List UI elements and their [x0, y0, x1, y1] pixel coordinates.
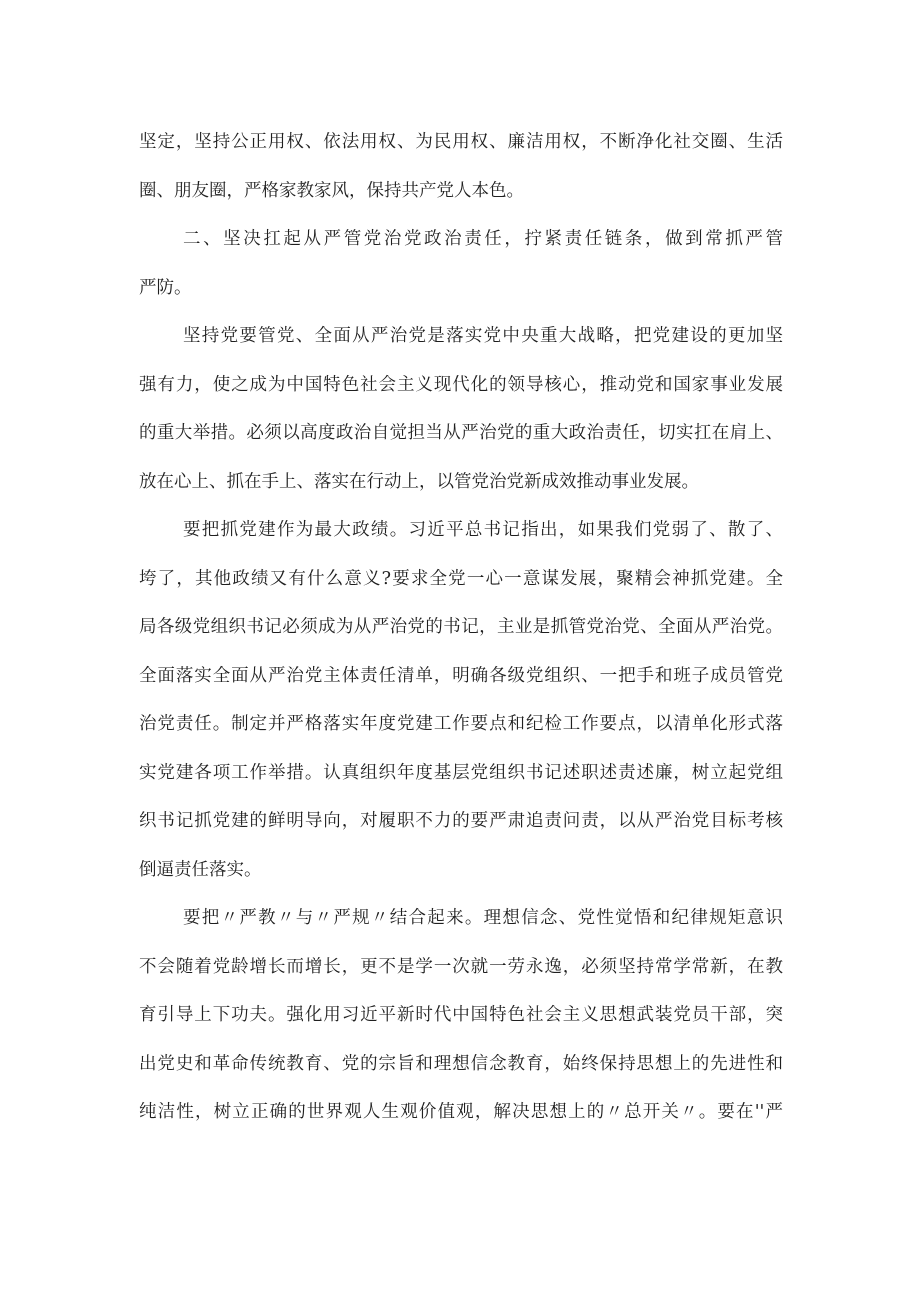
- text-line: 织书记抓党建的鲜明导向，对履职不力的要严肃追责问责，以从严治党目标考核: [139, 811, 783, 831]
- text-line: 局各级党组织书记必须成为从严治党的书记，主业是抓管党治党、全面从严治党。: [139, 617, 783, 637]
- text-line: 坚定，坚持公正用权、依法用权、为民用权、廉洁用权，不断净化社交圈、生活: [139, 132, 783, 152]
- text-line: 要把〃严教〃与〃严规〃结合起来。理想信念、党性觉悟和纪律规矩意识: [183, 908, 783, 928]
- text-line: 的重大举措。必须以高度政治自觉担当从严治党的重大政治责任，切实扛在肩上、: [139, 423, 783, 443]
- text-line: 垮了，其他政绩又有什么意义?要求全党一心一意谋发展，聚精会神抓党建。全: [139, 568, 783, 589]
- text-line: 圈、朋友圈，严格家教家风，保持共产党人本色。: [139, 180, 524, 201]
- text-line: 育引导上下功夫。强化用习近平新时代中国特色社会主义思想武装党员干部，突: [139, 1005, 783, 1025]
- text-line: 出党史和革命传统教育、党的宗旨和理想信念教育，始终保持思想上的先进性和: [139, 1053, 783, 1074]
- text-line: 治党责任。制定并严格落实年度党建工作要点和纪检工作要点，以清单化形式落: [139, 714, 783, 734]
- text-line: 放在心上、抓在手上、落实在行动上，以管党治党新成效推动事业发展。: [139, 471, 699, 492]
- text-line: 倒逼责任落实。: [139, 859, 262, 880]
- text-line: 二、坚决扛起从严管党治党政治责任，拧紧责任链条，做到常抓严管: [183, 229, 783, 249]
- text-line: 实党建各项工作举措。认真组织年度基层党组织书记述职述责述廉，树立起党组: [139, 762, 783, 783]
- paragraph-2-section-heading: [139, 215, 783, 312]
- text-line: 要把抓党建作为最大政绩。习近平总书记指出，如果我们党弱了、散了、: [183, 520, 783, 540]
- paragraph-1: [139, 118, 783, 215]
- paragraph-3: [139, 312, 783, 506]
- text-line: 不会随着党龄增长而增长，更不是学一次就一劳永逸，必须坚持常学常新，在教: [139, 956, 783, 977]
- text-line: 坚持党要管党、全面从严治党是落实党中央重大战略，把党建设的更加坚: [183, 326, 783, 346]
- text-line: 纯洁性，树立正确的世界观人生观价值观，解决思想上的〃总开关〃。要在''严: [139, 1102, 783, 1122]
- text-line: 强有力，使之成为中国特色社会主义现代化的领导核心，推动党和国家事业发展: [139, 374, 783, 395]
- paragraph-4: [139, 506, 783, 894]
- text-line: 全面落实全面从严治党主体责任清单，明确各级党组织、一把手和班子成员管党: [139, 665, 783, 686]
- paragraph-5: [139, 894, 783, 1137]
- document-body: [139, 118, 783, 1137]
- text-line: 严防。: [139, 277, 192, 298]
